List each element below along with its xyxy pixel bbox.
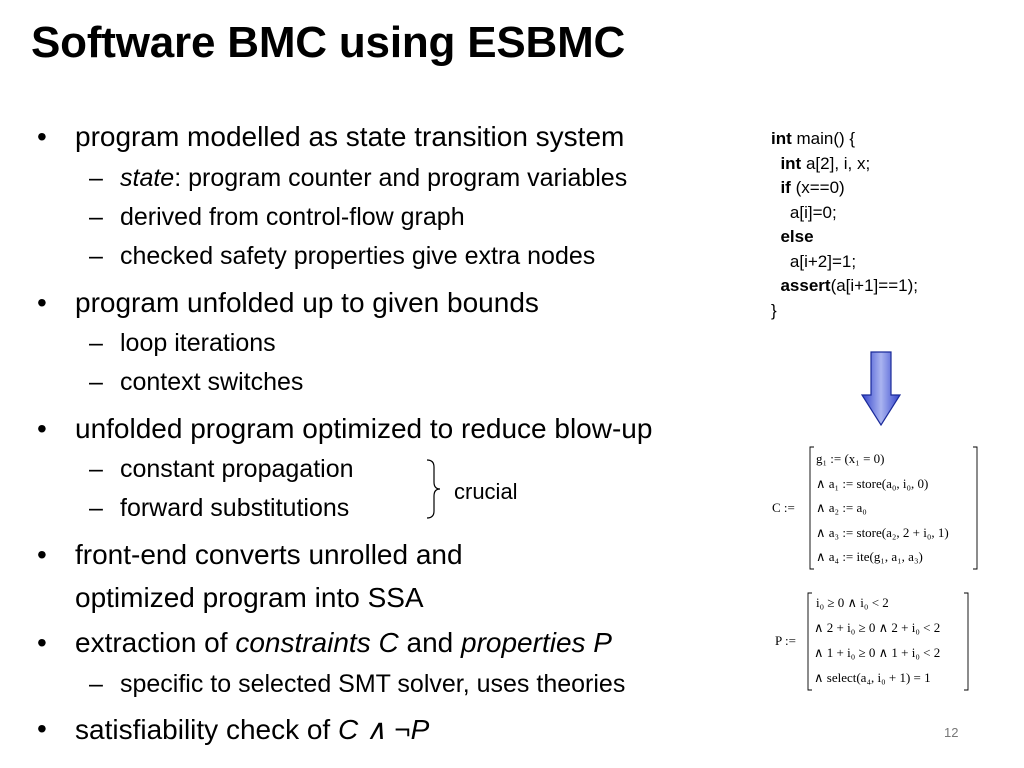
code-text: main() { bbox=[791, 129, 856, 148]
sub-bullet-text: checked safety properties give extra nodes bbox=[120, 242, 596, 270]
constraint-row: ∧ a₃ := store(a₂, 2 + i₀, 1) bbox=[816, 525, 949, 540]
bullet-dot: • bbox=[37, 713, 47, 744]
sub-bullet-context bbox=[89, 368, 304, 397]
constraint-row: ∧ a₂ := a₀ bbox=[816, 500, 867, 515]
bullet-unfolded bbox=[37, 287, 539, 319]
sub-bullet-forward bbox=[89, 494, 350, 523]
code-text: a[2], i, x; bbox=[801, 153, 871, 173]
constraint-row: ∧ a₄ := ite(g₁, a₁, a₃) bbox=[816, 549, 923, 564]
crucial-label: crucial bbox=[454, 479, 518, 504]
sub-bullet-smt bbox=[89, 670, 626, 699]
constraint-row: ∧ a₁ := store(a₀, i₀, 0) bbox=[816, 476, 929, 491]
code-keyword: int bbox=[780, 153, 802, 173]
sub-bullet-dash: – bbox=[89, 455, 103, 483]
code-text: a[i+2]=1; bbox=[789, 251, 857, 271]
bullet-ssa bbox=[37, 539, 463, 571]
bullet-text-mid: and bbox=[398, 627, 461, 658]
property-row: ∧ select(a₄, i₀ + 1) = 1 bbox=[814, 670, 931, 685]
code-keyword: int bbox=[771, 129, 792, 148]
bullet-dot: • bbox=[37, 287, 47, 318]
sub-bullet-dash: – bbox=[89, 242, 103, 270]
bullet-ssa-continued bbox=[75, 582, 424, 614]
bullet-text-pre: satisfiability check of bbox=[75, 714, 338, 745]
property-row: ∧ 2 + i₀ ≥ 0 ∧ 2 + i₀ < 2 bbox=[814, 620, 941, 635]
sub-bullet-cfg bbox=[89, 203, 465, 232]
bullet-dot: • bbox=[37, 539, 47, 570]
code-text: (x==0) bbox=[790, 178, 845, 197]
properties-lhs: P := bbox=[775, 633, 796, 648]
sub-bullet-text: context switches bbox=[120, 368, 304, 396]
bullet-text-pre: extraction of bbox=[75, 627, 236, 658]
bullet-text-line2: optimized program into SSA bbox=[75, 582, 424, 613]
code-text: (a[i+1]==1); bbox=[830, 276, 918, 295]
slide-title: Software BMC using ESBMC bbox=[31, 18, 626, 67]
sub-bullet-state bbox=[89, 164, 628, 193]
properties-matrix bbox=[772, 590, 972, 694]
sub-bullet-safety bbox=[89, 242, 596, 271]
sub-bullet-text: : program counter and program variables bbox=[174, 164, 628, 192]
code-keyword: if bbox=[780, 178, 791, 197]
constraints-lhs: C := bbox=[772, 500, 795, 515]
property-row: ∧ 1 + i₀ ≥ 0 ∧ 1 + i₀ < 2 bbox=[814, 645, 941, 660]
sub-bullet-emphasis: state bbox=[120, 164, 175, 192]
bullet-text: unfolded program optimized to reduce blow-up bbox=[75, 413, 653, 444]
sub-bullet-dash: – bbox=[89, 329, 103, 357]
bullet-dot: • bbox=[37, 121, 47, 152]
code-listing bbox=[771, 127, 918, 323]
code-keyword: else bbox=[780, 227, 814, 246]
sub-bullet-text: constant propagation bbox=[120, 455, 354, 483]
bullet-text: program modelled as state transition system bbox=[75, 121, 625, 152]
bullet-satisfiability bbox=[37, 713, 430, 746]
bullet-dot: • bbox=[37, 413, 47, 444]
constraint-row: g₁ := (x₁ = 0) bbox=[816, 451, 885, 466]
bullet-dot: • bbox=[37, 627, 47, 658]
sub-bullet-text: specific to selected SMT solver, uses theories bbox=[120, 670, 626, 698]
property-row: i₀ ≥ 0 ∧ i₀ < 2 bbox=[816, 595, 889, 610]
code-text: a[i]=0; bbox=[789, 202, 837, 222]
sub-bullet-dash: – bbox=[89, 368, 103, 396]
sub-bullet-dash: – bbox=[89, 494, 103, 522]
sub-bullet-text: loop iterations bbox=[120, 329, 276, 357]
code-text: } bbox=[771, 300, 777, 320]
bullet-emphasis-properties: properties P bbox=[461, 627, 612, 658]
sub-bullet-loop bbox=[89, 329, 276, 358]
bullet-state-transition bbox=[37, 121, 625, 153]
code-keyword: assert bbox=[780, 276, 831, 295]
constraints-matrix bbox=[770, 443, 980, 573]
sub-bullet-text: derived from control-flow graph bbox=[120, 203, 465, 231]
bullet-formula: C ∧ ¬P bbox=[338, 714, 430, 745]
down-arrow-icon bbox=[861, 351, 901, 427]
bullet-text: program unfolded up to given bounds bbox=[75, 287, 539, 318]
bullet-emphasis-constraints: constraints C bbox=[235, 627, 399, 658]
sub-bullet-dash: – bbox=[89, 164, 103, 192]
sub-bullet-dash: – bbox=[89, 670, 103, 698]
sub-bullet-dash: – bbox=[89, 203, 103, 231]
bullet-extraction bbox=[37, 627, 612, 659]
page-number: 12 bbox=[944, 725, 959, 740]
bullet-optimized bbox=[37, 413, 653, 445]
sub-bullet-text: forward substitutions bbox=[120, 494, 350, 522]
bullet-text-line1: front-end converts unrolled and bbox=[75, 539, 463, 570]
sub-bullet-constant bbox=[89, 455, 354, 484]
curly-brace-icon bbox=[424, 458, 444, 520]
